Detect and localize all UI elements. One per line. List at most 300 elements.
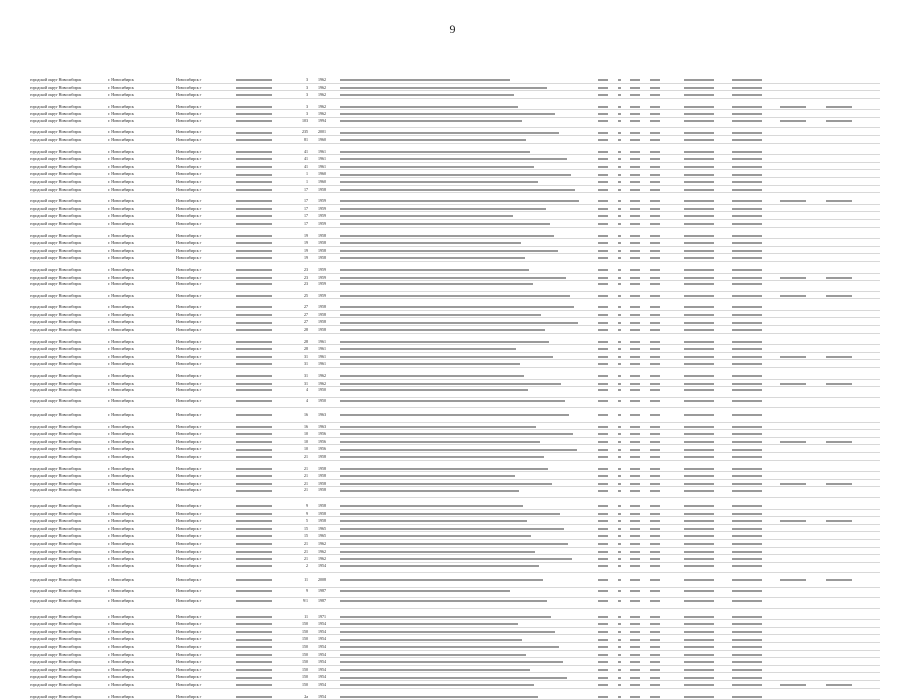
illegible-text	[684, 590, 714, 592]
cell-municipality: городской округ Новосибирск	[30, 137, 82, 143]
illegible-text	[598, 623, 608, 625]
cell-city: г. Новосибирск	[108, 577, 134, 583]
illegible-text	[630, 528, 640, 530]
cell-city: г. Новосибирск	[108, 171, 134, 177]
illegible-text	[618, 468, 621, 470]
cell-work-type	[340, 118, 590, 123]
illegible-text	[684, 158, 714, 160]
cell-year-built: 1954	[318, 682, 326, 688]
cell-start-year	[630, 118, 644, 123]
illegible-text	[236, 456, 272, 458]
illegible-text	[598, 579, 608, 581]
cell-year-built: 1961	[318, 163, 326, 169]
illegible-text	[732, 341, 762, 343]
illegible-text	[732, 269, 762, 271]
illegible-text	[598, 383, 608, 385]
cell-district: Новосибирск г	[176, 480, 202, 486]
cell-district: Новосибирск г	[176, 540, 202, 546]
cell-district: Новосибирск г	[176, 577, 202, 583]
illegible-text	[340, 490, 519, 492]
illegible-text	[598, 490, 608, 492]
cell-municipality: городской округ Новосибирск	[30, 311, 82, 317]
illegible-text	[598, 677, 608, 679]
illegible-text	[732, 543, 762, 545]
illegible-text	[236, 433, 272, 435]
cell-municipality: городской округ Новосибирск	[30, 682, 82, 688]
illegible-text	[618, 433, 621, 435]
table-row	[30, 510, 880, 518]
table-row	[30, 266, 880, 274]
illegible-text	[684, 456, 714, 458]
illegible-text	[650, 306, 660, 308]
cell-house-number: 9/1	[302, 598, 308, 604]
cell-municipality: городской округ Новосибирск	[30, 621, 82, 627]
illegible-text	[650, 669, 660, 671]
illegible-text	[236, 684, 272, 686]
illegible-text	[598, 257, 608, 259]
illegible-text	[598, 631, 608, 633]
cell-house-number: 21	[304, 487, 308, 493]
table-row	[30, 232, 880, 240]
cell-municipality: городской округ Новосибирск	[30, 171, 82, 177]
cell-year-built: 1956	[318, 446, 326, 452]
illegible-text	[598, 684, 608, 686]
illegible-text	[650, 356, 660, 358]
table-row	[30, 548, 880, 556]
cell-house-number: 4	[306, 387, 308, 393]
illegible-text	[650, 414, 660, 416]
illegible-text	[650, 400, 660, 402]
illegible-text	[732, 426, 762, 428]
illegible-text	[732, 113, 762, 115]
table-row	[30, 487, 880, 498]
cell-municipality: городской округ Новосибирск	[30, 221, 82, 226]
illegible-text	[340, 441, 540, 443]
table-row	[30, 517, 880, 525]
illegible-text	[340, 94, 514, 96]
table-row	[30, 318, 880, 326]
cell-city: г. Новосибирск	[108, 380, 134, 386]
cell-house-number: 19	[304, 247, 308, 253]
illegible-text	[598, 535, 608, 537]
cell-district: Новосибирск г	[176, 613, 202, 619]
cell-stage	[618, 598, 624, 603]
cell-city: г. Новосибирск	[108, 129, 134, 135]
illegible-text	[340, 600, 547, 602]
illegible-text	[630, 565, 640, 567]
illegible-text	[684, 383, 714, 385]
cell-stage	[618, 487, 624, 492]
cell-district: Новосибирск г	[176, 666, 202, 672]
cell-year-built: 1958	[318, 255, 326, 261]
illegible-text	[340, 132, 559, 134]
cell-district: Новосибирск г	[176, 129, 202, 135]
illegible-text	[732, 151, 762, 153]
illegible-text	[684, 283, 714, 285]
illegible-text	[598, 120, 608, 122]
illegible-text	[630, 558, 640, 560]
illegible-text	[732, 356, 762, 358]
cell-city: г. Новосибирск	[108, 77, 134, 82]
cell-year-built: 1958	[318, 319, 326, 325]
cell-end-year	[650, 487, 664, 492]
cell-year-built: 1963	[318, 412, 326, 418]
cell-house-number: 150	[302, 666, 308, 672]
cell-stage	[618, 412, 624, 417]
cell-district: Новосибирск г	[176, 438, 202, 444]
row-divider	[30, 333, 880, 334]
cell-city: г. Новосибирск	[108, 438, 134, 444]
cell-district: Новосибирск г	[176, 628, 202, 634]
illegible-text	[340, 235, 554, 237]
cell-start-year	[630, 577, 644, 582]
illegible-text	[630, 223, 640, 225]
table-row	[30, 205, 880, 213]
cell-house-number: 21	[304, 465, 308, 471]
illegible-text	[732, 250, 762, 252]
illegible-text	[236, 696, 272, 698]
illegible-text	[236, 483, 272, 485]
illegible-text	[340, 616, 551, 618]
cell-municipality: городской округ Новосибирск	[30, 651, 82, 657]
illegible-text	[732, 283, 762, 285]
illegible-text	[618, 684, 621, 686]
cell-year-built: 1954	[318, 644, 326, 650]
cell-house-number: 150	[302, 651, 308, 657]
illegible-text	[650, 558, 660, 560]
cell-municipality: городской округ Новосибирск	[30, 540, 82, 546]
cell-municipality: городской округ Новосибирск	[30, 628, 82, 634]
illegible-text	[598, 277, 608, 279]
illegible-text	[598, 314, 608, 316]
row-divider	[30, 192, 880, 193]
cell-work-type	[340, 387, 590, 392]
cell-city: г. Новосибирск	[108, 304, 134, 310]
cell-cost-total	[670, 387, 714, 392]
illegible-text	[598, 113, 608, 115]
cell-city: г. Новосибирск	[108, 423, 134, 429]
illegible-text	[684, 400, 714, 402]
cell-house-number: 21	[304, 454, 308, 460]
cell-house-number: 150	[302, 628, 308, 634]
cell-municipality: городской округ Новосибирск	[30, 266, 82, 272]
illegible-text	[340, 433, 573, 435]
illegible-text	[732, 158, 762, 160]
illegible-text	[630, 106, 640, 108]
cell-district: Новосибирск г	[176, 446, 202, 452]
cell-plan-year	[598, 281, 612, 286]
illegible-text	[598, 661, 608, 663]
illegible-text	[630, 295, 640, 297]
cell-cost-total	[670, 487, 714, 492]
cell-house-number: 11	[304, 577, 308, 583]
cell-cost-fund	[718, 563, 762, 568]
illegible-text	[618, 558, 621, 560]
cell-house-number: 1	[306, 179, 308, 185]
illegible-text	[630, 348, 640, 350]
illegible-text	[826, 356, 852, 358]
cell-year-built: 1962	[318, 380, 326, 386]
illegible-text	[236, 654, 272, 656]
illegible-text	[732, 257, 762, 259]
cell-street	[236, 387, 286, 392]
illegible-text	[618, 208, 621, 210]
cell-district: Новосибирск г	[176, 380, 202, 386]
cell-municipality: городской округ Новосибирск	[30, 327, 82, 333]
cell-district: Новосибирск г	[176, 525, 202, 531]
illegible-text	[630, 235, 640, 237]
illegible-text	[826, 684, 852, 686]
illegible-text	[340, 242, 521, 244]
table-row	[30, 118, 880, 129]
illegible-text	[650, 242, 660, 244]
illegible-text	[630, 329, 640, 331]
cell-street	[236, 398, 286, 403]
illegible-text	[236, 490, 272, 492]
cell-house-number: 28	[304, 338, 308, 344]
illegible-text	[618, 677, 621, 679]
table-row	[30, 453, 880, 461]
cell-cost-fund	[718, 588, 762, 593]
cell-house-number: 3	[306, 84, 308, 90]
illegible-text	[650, 513, 660, 515]
table-row	[30, 128, 880, 136]
illegible-text	[340, 283, 533, 285]
cell-municipality: городской округ Новосибирск	[30, 525, 82, 531]
cell-house-number: 27	[304, 304, 308, 310]
illegible-text	[598, 235, 608, 237]
illegible-text	[340, 483, 552, 485]
illegible-text	[732, 558, 762, 560]
cell-start-year	[630, 598, 644, 603]
cell-municipality: городской округ Новосибирск	[30, 103, 82, 109]
illegible-text	[630, 449, 640, 451]
illegible-text	[650, 468, 660, 470]
illegible-text	[684, 600, 714, 602]
cell-year-built: 1958	[318, 311, 326, 317]
illegible-text	[826, 295, 852, 297]
cell-district: Новосибирск г	[176, 361, 202, 367]
illegible-text	[618, 181, 621, 183]
cell-district: Новосибирск г	[176, 156, 202, 162]
illegible-text	[598, 189, 608, 191]
cell-work-type	[340, 398, 590, 403]
illegible-text	[650, 505, 660, 507]
illegible-text	[650, 79, 660, 81]
cell-city: г. Новосибирск	[108, 659, 134, 665]
illegible-text	[236, 551, 272, 553]
cell-year-built: 1959	[318, 205, 326, 211]
cell-year-built: 1958	[318, 327, 326, 333]
illegible-text	[598, 505, 608, 507]
cell-city: г. Новосибирск	[108, 221, 134, 226]
illegible-text	[598, 242, 608, 244]
illegible-text	[630, 646, 640, 648]
illegible-text	[236, 375, 272, 377]
illegible-text	[684, 677, 714, 679]
illegible-text	[684, 322, 714, 324]
cell-district: Новосибирск г	[176, 311, 202, 317]
cell-city: г. Новосибирск	[108, 103, 134, 109]
illegible-text	[684, 363, 714, 365]
illegible-text	[236, 242, 272, 244]
cell-house-number: 3	[306, 77, 308, 82]
illegible-text	[650, 441, 660, 443]
table-row	[30, 155, 880, 163]
illegible-text	[340, 579, 543, 581]
cell-house-number: 19	[304, 255, 308, 261]
illegible-text	[340, 475, 515, 477]
illegible-text	[780, 277, 806, 279]
page-number: 9	[449, 22, 456, 36]
cell-year-built: 1956	[318, 431, 326, 437]
cell-municipality: городской округ Новосибирск	[30, 438, 82, 444]
illegible-text	[598, 426, 608, 428]
cell-city: г. Новосибирск	[108, 598, 134, 604]
cell-city: г. Новосибирск	[108, 556, 134, 562]
illegible-text	[340, 223, 550, 225]
illegible-text	[732, 441, 762, 443]
cell-house-number: 9	[306, 502, 308, 508]
illegible-text	[598, 400, 608, 402]
illegible-text	[340, 513, 560, 515]
cell-city: г. Новосибирск	[108, 148, 134, 154]
cell-house-number: 15	[304, 525, 308, 531]
illegible-text	[618, 441, 621, 443]
illegible-text	[236, 139, 272, 141]
cell-house-number: 150	[302, 674, 308, 680]
cell-district: Новосибирск г	[176, 598, 202, 604]
cell-house-number: 17	[304, 205, 308, 211]
table-row	[30, 110, 880, 118]
illegible-text	[780, 579, 806, 581]
cell-house-number: 103	[302, 117, 308, 123]
table-row	[30, 360, 880, 368]
cell-city: г. Новосибирск	[108, 487, 134, 493]
illegible-text	[236, 475, 272, 477]
illegible-text	[618, 341, 621, 343]
illegible-text	[684, 200, 714, 202]
row-divider	[30, 261, 880, 262]
illegible-text	[598, 79, 608, 81]
illegible-text	[684, 113, 714, 115]
illegible-text	[780, 120, 806, 122]
illegible-text	[598, 363, 608, 365]
illegible-text	[598, 696, 608, 698]
cell-house-number: 21	[304, 548, 308, 554]
illegible-text	[340, 322, 578, 324]
cell-district: Новосибирск г	[176, 431, 202, 437]
cell-work-type	[340, 577, 590, 582]
illegible-text	[732, 348, 762, 350]
illegible-text	[826, 383, 852, 385]
illegible-text	[732, 277, 762, 279]
table-row	[30, 311, 880, 319]
illegible-text	[826, 106, 852, 108]
illegible-text	[340, 215, 513, 217]
cell-city: г. Новосибирск	[108, 454, 134, 460]
table-row	[30, 345, 880, 353]
cell-cost-fund	[718, 487, 762, 492]
cell-city: г. Новосибирск	[108, 205, 134, 211]
cell-cost-total	[670, 118, 714, 123]
cell-house-number: 17	[304, 213, 308, 219]
illegible-text	[340, 426, 536, 428]
table-row	[30, 651, 880, 659]
illegible-text	[598, 166, 608, 168]
illegible-text	[650, 314, 660, 316]
cell-municipality: городской округ Новосибирск	[30, 111, 82, 117]
illegible-text	[236, 87, 272, 89]
illegible-text	[236, 223, 272, 225]
illegible-text	[732, 322, 762, 324]
illegible-text	[650, 166, 660, 168]
illegible-text	[236, 200, 272, 202]
cell-cost-owners	[812, 118, 852, 123]
cell-municipality: городской округ Новосибирск	[30, 473, 82, 479]
illegible-text	[650, 250, 660, 252]
cell-stage	[618, 563, 624, 568]
cell-end-year	[650, 398, 664, 403]
illegible-text	[732, 208, 762, 210]
row-divider	[30, 98, 880, 99]
cell-city: г. Новосибирск	[108, 186, 134, 192]
illegible-text	[236, 250, 272, 252]
cell-year-built: 1958	[318, 473, 326, 479]
illegible-text	[618, 389, 621, 391]
illegible-text	[650, 520, 660, 522]
illegible-text	[236, 158, 272, 160]
illegible-text	[650, 120, 660, 122]
cell-district: Новосибирск г	[176, 137, 202, 143]
table-row	[30, 555, 880, 563]
illegible-text	[684, 616, 714, 618]
illegible-text	[340, 348, 516, 350]
illegible-text	[732, 623, 762, 625]
illegible-text	[618, 623, 621, 625]
illegible-text	[340, 696, 538, 698]
illegible-text	[340, 684, 534, 686]
cell-district: Новосибирск г	[176, 621, 202, 627]
illegible-text	[650, 565, 660, 567]
cell-municipality: городской округ Новосибирск	[30, 148, 82, 154]
illegible-text	[630, 208, 640, 210]
table-row	[30, 338, 880, 346]
illegible-text	[780, 356, 806, 358]
cell-year-built: 1962	[318, 103, 326, 109]
illegible-text	[340, 208, 546, 210]
cell-municipality: городской округ Новосибирск	[30, 117, 82, 123]
cell-district: Новосибирск г	[176, 556, 202, 562]
illegible-text	[630, 174, 640, 176]
cell-stage	[618, 387, 624, 392]
illegible-text	[684, 174, 714, 176]
cell-year-built: 1961	[318, 346, 326, 352]
illegible-text	[732, 565, 762, 567]
illegible-text	[340, 314, 541, 316]
cell-house-number: 17	[304, 221, 308, 226]
illegible-text	[340, 356, 553, 358]
illegible-text	[650, 341, 660, 343]
cell-plan-year	[598, 412, 612, 417]
cell-district: Новосибирск г	[176, 659, 202, 665]
illegible-text	[650, 94, 660, 96]
illegible-text	[618, 356, 621, 358]
illegible-text	[598, 132, 608, 134]
cell-year-built: 1961	[318, 148, 326, 154]
illegible-text	[598, 449, 608, 451]
cell-house-number: 27	[304, 319, 308, 325]
